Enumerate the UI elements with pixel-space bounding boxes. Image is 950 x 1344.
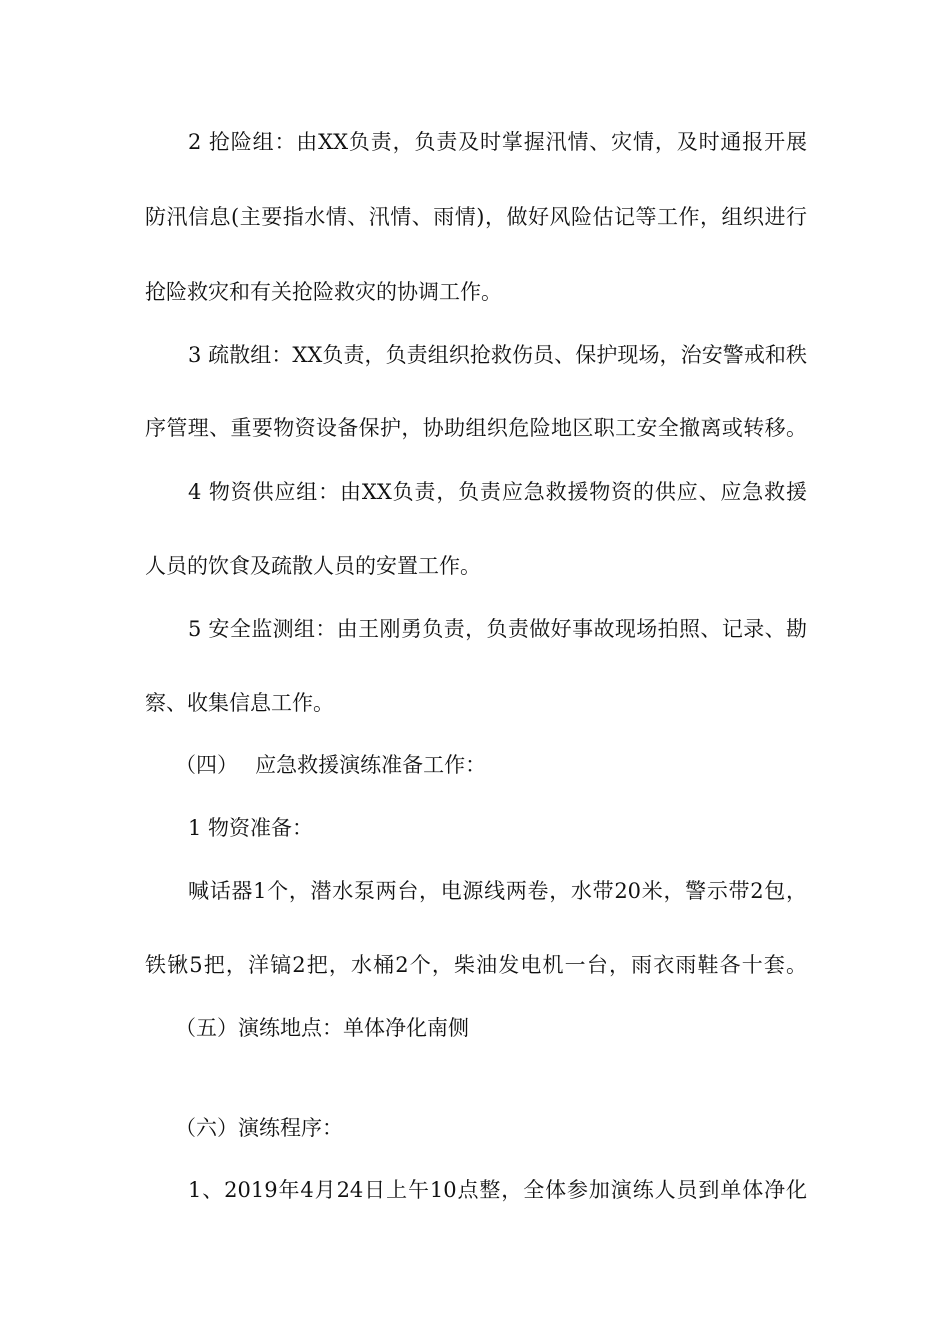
paragraph-line: 喊话器1个，潜水泵两台，电源线两卷，水带20米，警示带2包， bbox=[188, 879, 807, 903]
subheading: 1 物资准备： bbox=[188, 816, 314, 840]
paragraph-line: 2 抢险组：由XX负责，负责及时掌握汛情、灾情，及时通报开展 bbox=[188, 130, 807, 154]
paragraph-line: 序管理、重要物资设备保护，协助组织危险地区职工安全撤离或转移。 bbox=[145, 416, 807, 440]
paragraph-line: 4 物资供应组：由XX负责，负责应急救援物资的供应、应急救援 bbox=[188, 480, 807, 504]
paragraph-line: 5 安全监测组：由王刚勇负责，负责做好事故现场拍照、记录、勘 bbox=[188, 617, 807, 641]
paragraph-line: 抢险救灾和有关抢险救灾的协调工作。 bbox=[145, 280, 502, 304]
section-heading: （六）演练程序： bbox=[175, 1116, 343, 1140]
section-heading: （五）演练地点：单体净化南侧 bbox=[175, 1016, 469, 1040]
paragraph-line: 3 疏散组：XX负责，负责组织抢救伤员、保护现场，治安警戒和秩 bbox=[188, 343, 807, 367]
section-heading: （四） 应急救援演练准备工作： bbox=[175, 753, 487, 777]
paragraph-line: 防汛信息(主要指水情、汛情、雨情)，做好风险估记等工作，组织进行 bbox=[145, 205, 807, 229]
paragraph-line: 人员的饮食及疏散人员的安置工作。 bbox=[145, 554, 481, 578]
paragraph-line: 铁锹5把，洋镐2把，水桶2个，柴油发电机一台，雨衣雨鞋各十套。 bbox=[145, 953, 807, 977]
paragraph-line: 察、收集信息工作。 bbox=[145, 691, 334, 715]
paragraph-line: 1、2019年4月24日上午10点整，全体参加演练人员到单体净化 bbox=[188, 1178, 807, 1202]
